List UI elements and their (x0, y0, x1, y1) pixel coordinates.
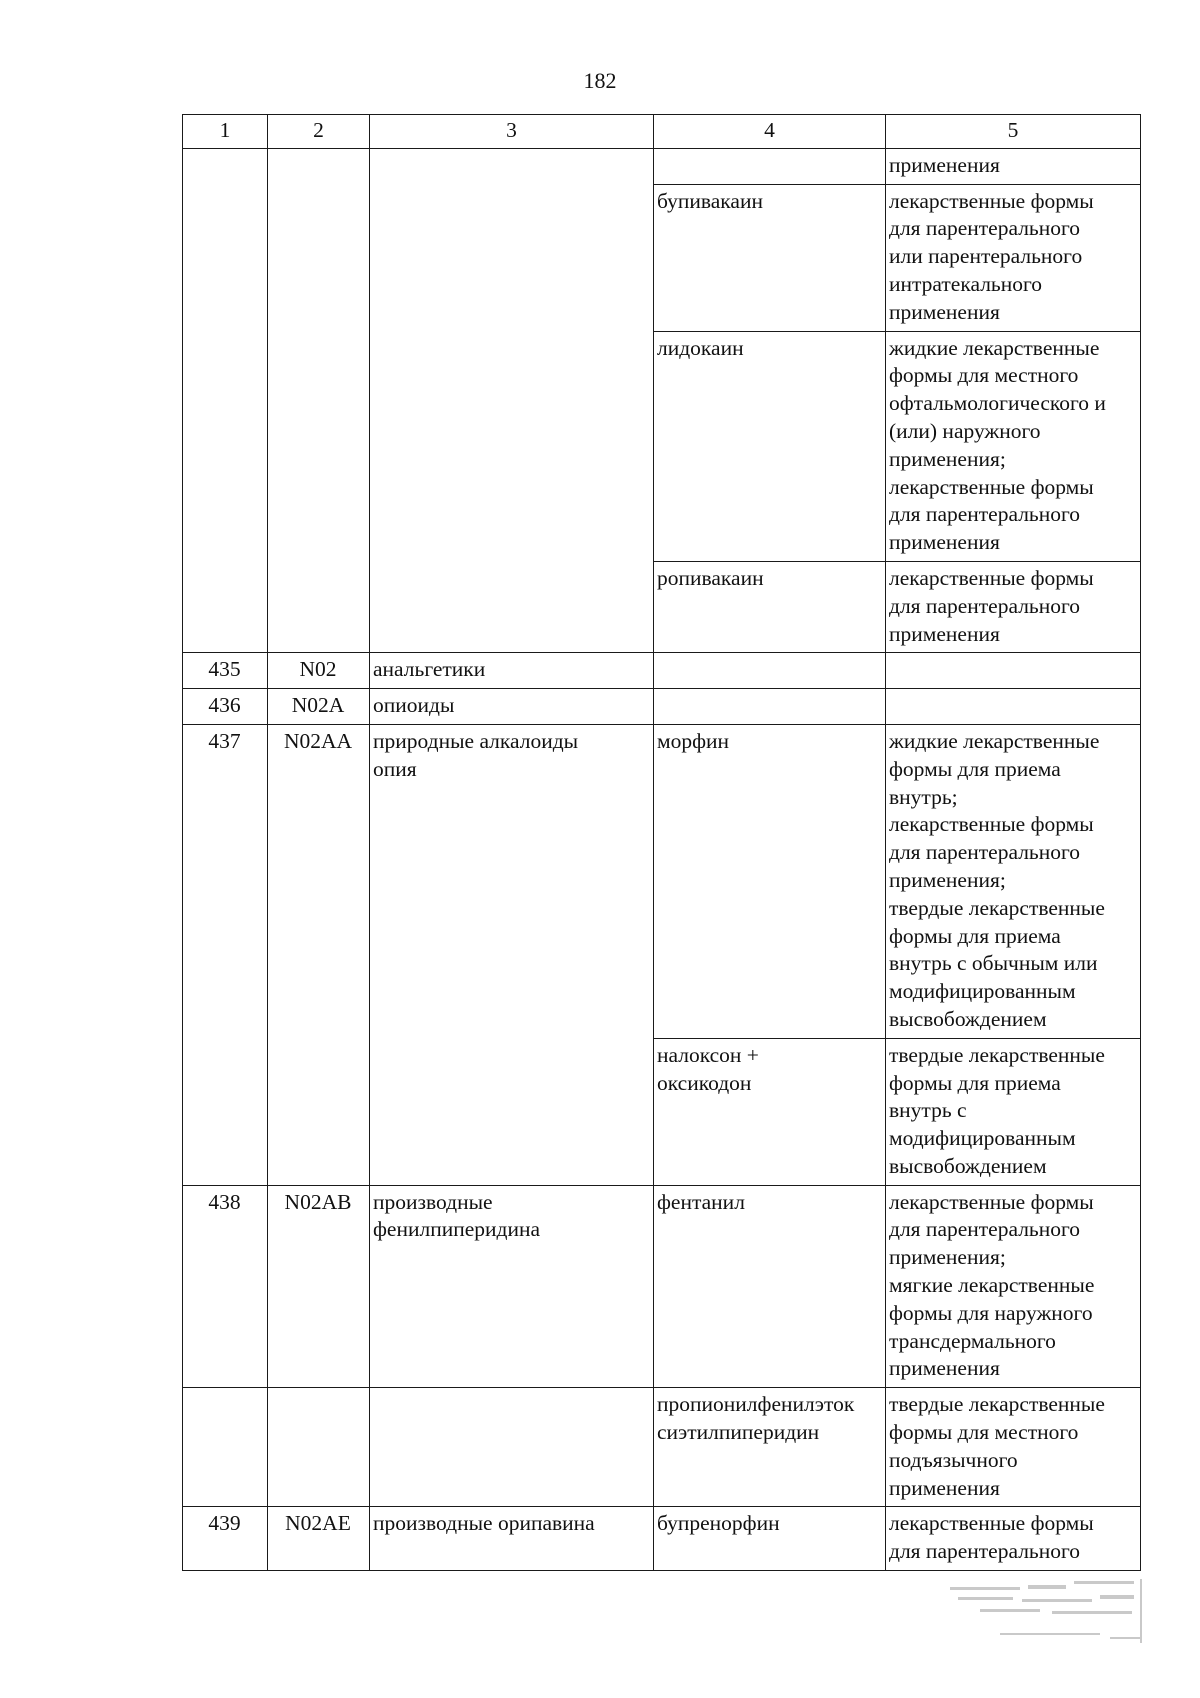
table-row (183, 148, 1141, 184)
code-cell: N02AE (268, 1507, 370, 1571)
num-cell (183, 148, 268, 653)
drug-cell (654, 689, 886, 725)
form-cell: жидкие лекарственные формы для приема внутрь; лекарственные формы для парентерального применения; твердые лекарственные формы для приема внутрь с обычным или модифицированным высвобождением (886, 724, 1141, 1038)
code-cell: N02A (268, 689, 370, 725)
group-cell: анальгетики (370, 653, 654, 689)
form-cell (886, 689, 1141, 725)
group-cell (370, 148, 654, 653)
drug-cell (654, 148, 886, 184)
code-cell (268, 148, 370, 653)
drug-cell (654, 653, 886, 689)
group-cell: природные алкалоиды опия (370, 724, 654, 1185)
num-cell: 437 (183, 724, 268, 1185)
page-number: 182 (583, 68, 617, 93)
drug-cell: фентанил (654, 1185, 886, 1388)
drug-cell: бупренорфин (654, 1507, 886, 1571)
drug-cell: налоксон + оксикодон (654, 1038, 886, 1185)
table-row (183, 1388, 1141, 1507)
group-cell: производные орипавина (370, 1507, 654, 1571)
form-cell: лекарственные формы для парентерального применения (886, 561, 1141, 652)
header-row (183, 115, 1141, 149)
form-cell: жидкие лекарственные формы для местного офтальмологического и (или) наружного применения; лекарственные формы для парентерального применения (886, 331, 1141, 561)
form-cell (886, 653, 1141, 689)
code-cell (268, 1388, 370, 1507)
form-cell: лекарственные формы для парентерального или парентерального интратекального применения (886, 184, 1141, 331)
drug-cell: ропивакаин (654, 561, 886, 652)
column-header-5: 5 (886, 115, 1141, 149)
group-cell: опиоиды (370, 689, 654, 725)
table-row (183, 653, 1141, 689)
column-header-3: 3 (370, 115, 654, 149)
num-cell: 436 (183, 689, 268, 725)
code-cell: N02AB (268, 1185, 370, 1388)
drug-cell: пропионилфенилэток сиэтилпиперидин (654, 1388, 886, 1507)
num-cell: 439 (183, 1507, 268, 1571)
drug-cell: бупивакаин (654, 184, 886, 331)
num-cell (183, 1388, 268, 1507)
drug-cell: морфин (654, 724, 886, 1038)
code-cell: N02 (268, 653, 370, 689)
column-header-4: 4 (654, 115, 886, 149)
stamp-mark (940, 1575, 1155, 1653)
form-cell: твердые лекарственные формы для местного подъязычного применения (886, 1388, 1141, 1507)
column-header-1: 1 (183, 115, 268, 149)
num-cell: 438 (183, 1185, 268, 1388)
group-cell (370, 1388, 654, 1507)
code-cell: N02AA (268, 724, 370, 1185)
form-cell: твердые лекарственные формы для приема внутрь с модифицированным высвобождением (886, 1038, 1141, 1185)
form-cell: применения (886, 148, 1141, 184)
table-row (183, 689, 1141, 725)
drug-list-table (182, 114, 1141, 1571)
column-header-2: 2 (268, 115, 370, 149)
num-cell: 435 (183, 653, 268, 689)
group-cell: производные фенилпиперидина (370, 1185, 654, 1388)
table-row (183, 1185, 1141, 1388)
table-row (183, 724, 1141, 1038)
form-cell: лекарственные формы для парентерального (886, 1507, 1141, 1571)
table-row (183, 1507, 1141, 1571)
form-cell: лекарственные формы для парентерального применения; мягкие лекарственные формы для наружного трансдермального применения (886, 1185, 1141, 1388)
drug-cell: лидокаин (654, 331, 886, 561)
